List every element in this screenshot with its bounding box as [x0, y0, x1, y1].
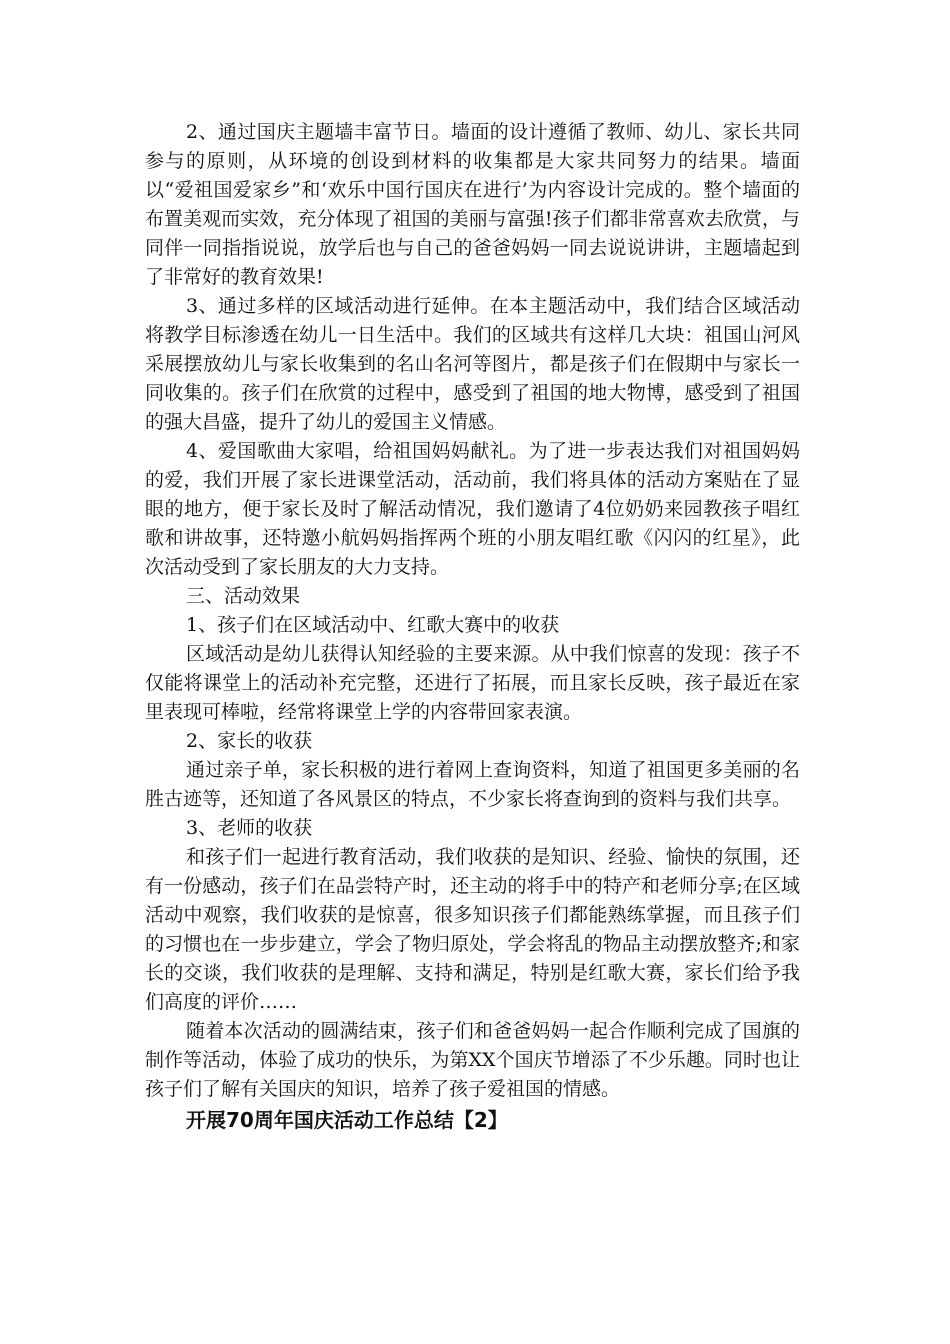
paragraph-conclusion: 随着本次活动的圆满结束，孩子们和爸爸妈妈一起合作顺利完成了国旗的制作等活动，体验了成功的快乐，为第XX个国庆节增添了不少乐趣。同时也让孩子们了解有关国庆的知识，培养了孩子爱祖国的情感。	[145, 1020, 800, 1100]
heading-parents-gains: 2、家长的收获	[186, 730, 313, 752]
section-title: 开展70周年国庆活动工作总结【2】	[186, 1108, 508, 1132]
paragraph-parents-gains: 通过亲子单，家长积极的进行着网上查询资料，知道了祖国更多美丽的名胜古迹等，还知道了各风景区的特点，不少家长将查询到的资料与我们共享。	[145, 759, 800, 810]
paragraph-area-activities: 3、通过多样的区域活动进行延伸。在本主题活动中，我们结合区域活动将教学目标渗透在幼儿一日生活中。我们的区域共有这样几大块：祖国山河风采展摆放幼儿与家长收集到的名山名河等图片，都是孩子们在假期中与家长一同收集的。孩子们在欣赏的过程中，感受到了祖国的地大物博，感受到了祖国的强大昌盛，提升了幼儿的爱国主义情感。	[145, 295, 800, 433]
paragraph-patriotic-songs: 4、爱国歌曲大家唱，给祖国妈妈献礼。为了进一步表达我们对祖国妈妈的爱，我们开展了家长进课堂活动，活动前，我们将具体的活动方案贴在了显眼的地方，便于家长及时了解活动情况，我们邀请了4位奶奶来园教孩子唱红歌和讲故事，还特邀小航妈妈指挥两个班的小朋友唱红歌《闪闪的红星》，此次活动受到了家长朋友的大力支持。	[145, 440, 800, 578]
heading-children-gains: 1、孩子们在区域活动中、红歌大赛中的收获	[186, 614, 560, 636]
heading-teachers-gains: 3、老师的收获	[186, 817, 313, 839]
document-body	[145, 118, 800, 1136]
paragraph-teachers-gains: 和孩子们一起进行教育活动，我们收获的是知识、经验、愉快的氛围，还有一份感动，孩子们在品尝特产时，还主动的将手中的特产和老师分享;在区域活动中观察，我们收获的是惊喜，很多知识孩子们都能熟练掌握，而且孩子们的习惯也在一步步建立，学会了物归原处，学会将乱的物品主动摆放整齐;和家长的交谈，我们收获的是理解、支持和满足，特别是红歌大赛，家长们给予我们高度的评价……	[145, 846, 800, 1013]
paragraph-children-gains: 区域活动是幼儿获得认知经验的主要来源。从中我们惊喜的发现：孩子不仅能将课堂上的活动补充完整，还进行了拓展，而且家长反映，孩子最近在家里表现可棒啦，经常将课堂上学的内容带回家表演。	[145, 643, 800, 723]
heading-activity-results: 三、活动效果	[186, 585, 301, 607]
paragraph-theme-wall: 2、通过国庆主题墙丰富节日。墙面的设计遵循了教师、幼儿、家长共同参与的原则，从环境的创设到材料的收集都是大家共同努力的结果。墙面以“爱祖国爱家乡”和‘欢乐中国行国庆在进行’为内容设计完成的。整个墙面的布置美观而实效，充分体现了祖国的美丽与富强!孩子们都非常喜欢去欣赏，与同伴一同指指说说，放学后也与自己的爸爸妈妈一同去说说讲讲，主题墙起到了非常好的教育效果!	[145, 121, 800, 288]
